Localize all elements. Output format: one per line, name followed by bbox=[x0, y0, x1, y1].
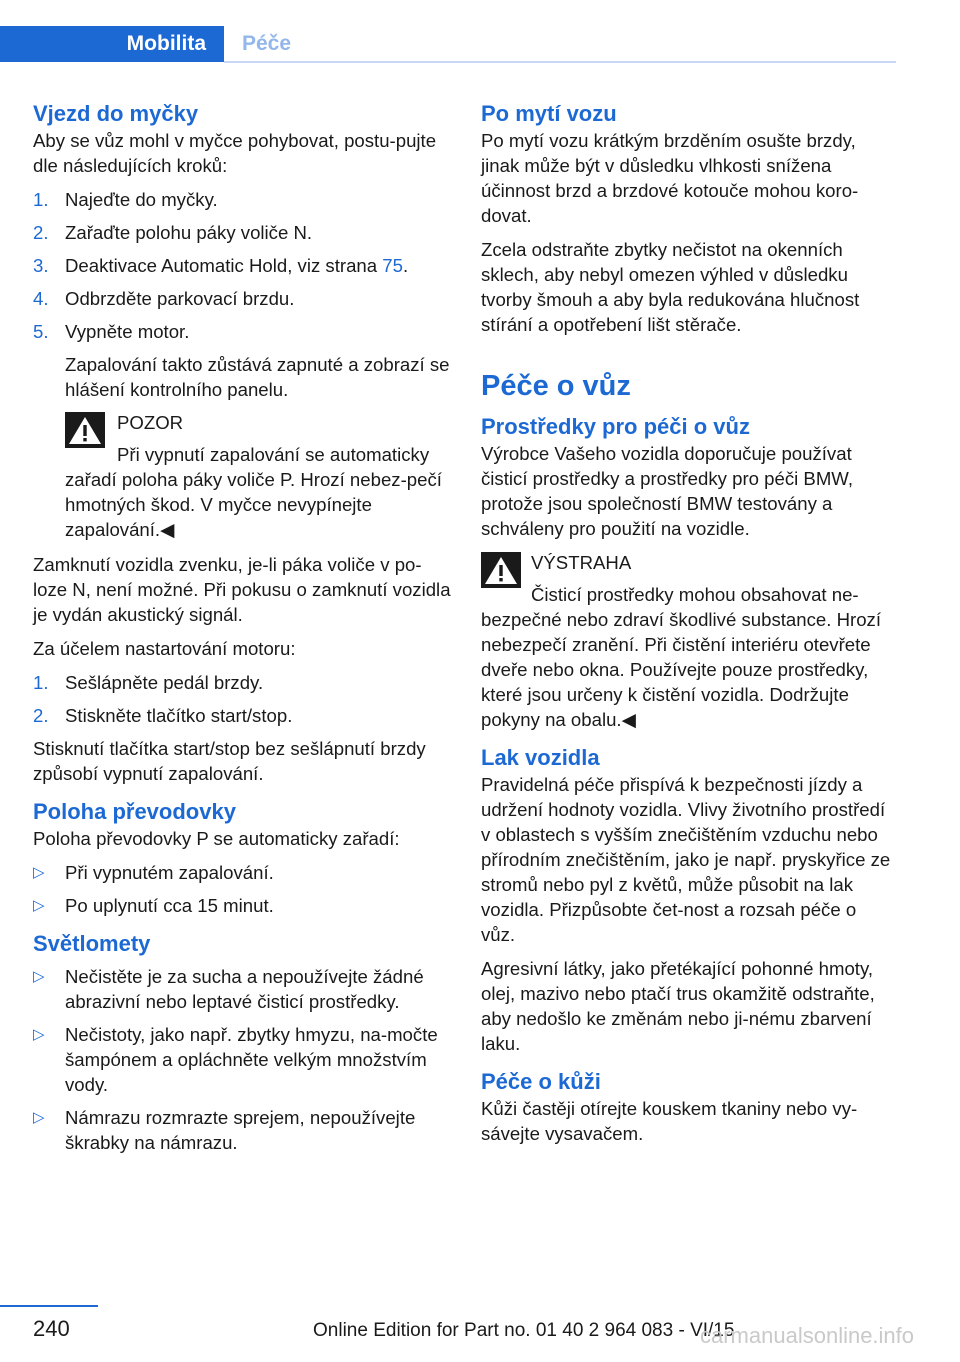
paragraph-after-wash-brakes: Po mytí vozu krátkým brzděním osušte brzdy, jinak může být v důsledku vlhkosti snížena účinnost brzd a brzdové kotouče mohou koro-dovat. bbox=[481, 130, 859, 226]
footer-divider bbox=[0, 1305, 98, 1307]
watermark: carmanualsonline.info bbox=[700, 1323, 915, 1348]
step-text-tail: . bbox=[402, 255, 409, 276]
warning-triangle-icon bbox=[481, 552, 521, 588]
paragraph-start-engine: Za účelem nastartování motoru: bbox=[33, 638, 296, 659]
step-number: 2. bbox=[33, 222, 49, 243]
step-number: 3. bbox=[33, 255, 49, 276]
paragraph-after-wash-windows: Zcela odstraňte zbytky nečistot na okenních sklech, aby nebyl omezen výhled v důsledku tvorby šmouh a aby byla redukována hlučnost stírání a opotřebení lišt stěrače. bbox=[481, 239, 860, 335]
bullet-text: Po uplynutí cca 15 minut. bbox=[65, 895, 274, 916]
bullet-text: Nečistoty, jako např. zbytky hmyzu, na-močte šampónem a opláchněte velkým množstvím vody. bbox=[65, 1024, 438, 1095]
section-title-gear-position: Poloha převodovky bbox=[33, 799, 236, 824]
gear-conditions bbox=[33, 860, 451, 918]
warning-notice-pozor bbox=[33, 410, 451, 542]
warning-text: zařadí poloha páky voliče P. Hrozí nebez-pečí hmotných škod. V myčce nevypínejte zapalování.◀ bbox=[65, 469, 442, 540]
bullet-arrow-icon: ▷ bbox=[33, 864, 45, 881]
page-link-75[interactable]: 75 bbox=[382, 255, 403, 276]
edition-text: Online Edition for Part no. 01 40 2 964 083 - VI/15 bbox=[313, 1320, 735, 1341]
paragraph-care-products: Výrobce Vašeho vozidla doporučuje používat čisticí prostředky a prostředky pro péči BMW, protože jsou společností BMW testovány a schváleny pro použití na vozidle. bbox=[481, 443, 853, 539]
list-item bbox=[33, 220, 451, 245]
paragraph-locking: Zamknutí vozidla zvenku, je-li páka voliče v po-loze N, není možné. Při pokusu o zamknutí vozidla je vydán akustický signál. bbox=[33, 554, 451, 625]
warning-title: VÝSTRAHA bbox=[531, 552, 632, 573]
step-number: 1. bbox=[33, 189, 49, 210]
step-text: Sešlápněte pedál brzdy. bbox=[65, 672, 264, 693]
step-number: 2. bbox=[33, 705, 49, 726]
bullet-arrow-icon: ▷ bbox=[33, 897, 45, 914]
section-title-care-products: Prostředky pro péči o vůz bbox=[481, 414, 750, 439]
step-text: Stiskněte tlačítko start/stop. bbox=[65, 705, 293, 726]
start-steps bbox=[33, 670, 451, 728]
paragraph-car-wash-intro: Aby se vůz mohl v myčce pohybovat, postu-pujte dle následujících kroků: bbox=[33, 130, 437, 176]
warning-text-first-line: Při vypnutí zapalování se automaticky bbox=[117, 444, 430, 465]
bullet-text: Nečistěte je za sucha a nepoužívejte žádné abrazivní nebo leptavé čisticí prostředky. bbox=[65, 966, 424, 1012]
bullet-arrow-icon: ▷ bbox=[33, 1109, 45, 1126]
list-item bbox=[33, 187, 451, 212]
paragraph-gear-intro: Poloha převodovky P se automaticky zařadí: bbox=[33, 828, 400, 849]
list-item bbox=[33, 703, 451, 728]
step-text: Odbrzděte parkovací brzdu. bbox=[65, 288, 295, 309]
list-item bbox=[33, 893, 451, 918]
list-item bbox=[33, 253, 451, 278]
paragraph-paint-aggressive: Agresivní látky, jako přetékající pohonné hmoty, olej, mazivo nebo ptačí trus okamžitě odstraňte, aby nedošlo ke změnám nebo ji-nému zbarvení laku. bbox=[481, 958, 875, 1054]
tab-pece[interactable]: Péče bbox=[242, 32, 292, 55]
section-title-headlights: Světlomety bbox=[33, 931, 151, 956]
page-header bbox=[0, 0, 960, 64]
step-number: 5. bbox=[33, 321, 49, 342]
bullet-text: Při vypnutém zapalování. bbox=[65, 862, 274, 883]
left-column bbox=[33, 100, 451, 1163]
warning-triangle-icon bbox=[65, 412, 105, 448]
list-item bbox=[33, 670, 451, 695]
bullet-arrow-icon: ▷ bbox=[33, 1026, 45, 1043]
list-item bbox=[33, 964, 451, 1014]
page-number: 240 bbox=[33, 1316, 70, 1341]
section-title-paint: Lak vozidla bbox=[481, 745, 600, 770]
warning-title: POZOR bbox=[117, 412, 184, 433]
section-title-leather: Péče o kůži bbox=[481, 1069, 601, 1094]
headlight-tips bbox=[33, 964, 451, 1155]
right-column bbox=[481, 100, 891, 1155]
car-wash-steps bbox=[33, 187, 451, 402]
tab-mobilita[interactable]: Mobilita bbox=[0, 26, 224, 62]
step-number: 4. bbox=[33, 288, 49, 309]
paragraph-start-stop: Stisknutí tlačítka start/stop bez sešlápnutí brzdy způsobí vypnutí zapalování. bbox=[33, 738, 426, 784]
list-item bbox=[33, 319, 451, 402]
step-text: Deaktivace Automatic Hold, viz strana bbox=[65, 255, 383, 276]
chapter-title-car-care: Péče o vůz bbox=[481, 370, 631, 402]
step-number: 1. bbox=[33, 672, 49, 693]
list-item bbox=[33, 286, 451, 311]
section-title-after-wash: Po mytí vozu bbox=[481, 101, 617, 126]
step-text: Vypněte motor. bbox=[65, 321, 190, 342]
section-title-car-wash-entry: Vjezd do myčky bbox=[33, 101, 199, 126]
warning-text: bezpečné nebo zdraví škodlivé substance. Hrozí nebezpečí zranění. Při čistění interiéru otevřete dveře nebo okna. Používejte pouze prostředky, které jsou určeny k čistění vozidla. Dodržujte pokyny na obalu.◀ bbox=[481, 609, 881, 730]
bullet-text: Námrazu rozmrazte sprejem, nepoužívejte škrabky na námrazu. bbox=[65, 1107, 416, 1153]
warning-notice-vystraha bbox=[481, 550, 891, 732]
list-item bbox=[33, 1022, 451, 1097]
warning-text-first-line: Čisticí prostředky mohou obsahovat ne- bbox=[531, 584, 859, 605]
step-text: Zařaďte polohu páky voliče N. bbox=[65, 222, 313, 243]
header-divider bbox=[224, 61, 896, 63]
step-text: Najeďte do myčky. bbox=[65, 189, 218, 210]
list-item bbox=[33, 860, 451, 885]
bullet-arrow-icon: ▷ bbox=[33, 968, 45, 985]
paragraph-paint-care: Pravidelná péče přispívá k bezpečnosti jízdy a udržení hodnoty vozidla. Vlivy životního prostředí v oblastech s vyšším znečištěním vzduchu nebo přírodním znečištěním, jako je např. pryskyřice ze stromů nebo pyl z květů, může působit na lak vozidla. Přizpůsobte čet-nost a rozsah péče o vůz. bbox=[481, 774, 891, 945]
list-item bbox=[33, 1105, 451, 1155]
paragraph-leather-care: Kůži častěji otírejte kouskem tkaniny nebo vy-sávejte vysavačem. bbox=[481, 1098, 858, 1144]
step-extra-text: Zapalování takto zůstává zapnuté a zobrazí se hlášení kontrolního panelu. bbox=[65, 354, 450, 400]
